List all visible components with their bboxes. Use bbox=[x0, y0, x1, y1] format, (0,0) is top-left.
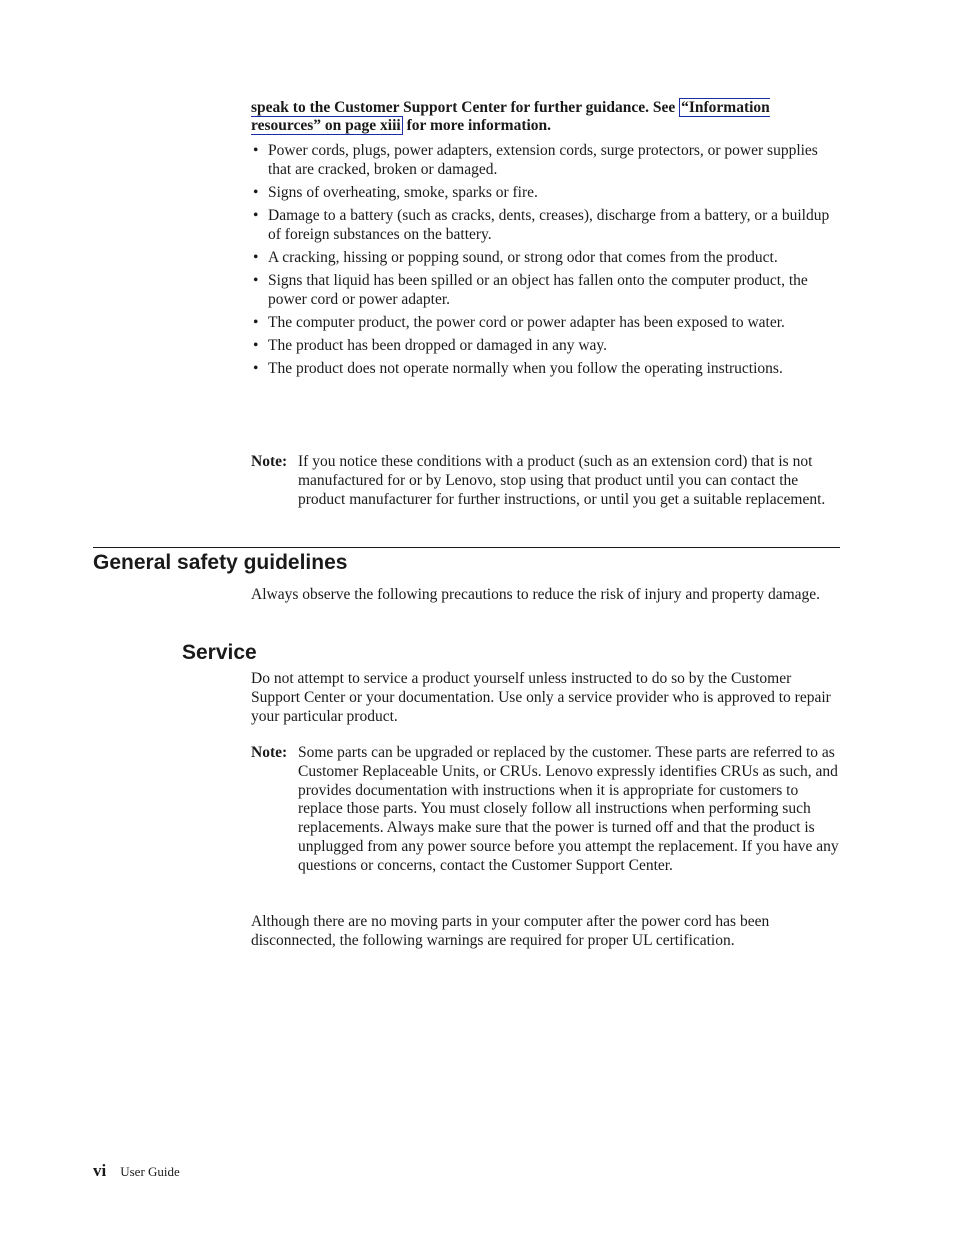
service-paragraph: Do not attempt to service a product yourself unless instructed to do so by the Customer Support Center or your documentation. Use only a service provider who is approved to repair your particular product. bbox=[251, 670, 831, 725]
document-title: User Guide bbox=[120, 1164, 180, 1179]
list-item bbox=[251, 313, 841, 332]
list-item-text: Power cords, plugs, power adapters, extension cords, surge protectors, or power supplies that are cracked, broken or damaged. bbox=[268, 142, 818, 178]
list-item bbox=[251, 336, 841, 355]
note-label: Note: bbox=[251, 744, 288, 761]
note-text: If you notice these conditions with a product (such as an extension cord) that is not manufactured for or by Lenovo, stop using that product until you can contact the product manufacturer for further instructions, or until you get a suitable replacement. bbox=[298, 453, 826, 508]
note-service bbox=[251, 744, 841, 876]
list-item-text: The computer product, the power cord or power adapter has been exposed to water. bbox=[268, 314, 785, 331]
bullet-marker: • bbox=[253, 207, 259, 224]
list-item bbox=[251, 359, 841, 378]
list-item bbox=[251, 271, 841, 309]
bullet-marker: • bbox=[253, 184, 259, 201]
page-number: vi bbox=[93, 1161, 107, 1180]
bullet-marker: • bbox=[253, 249, 259, 266]
list-item bbox=[251, 183, 841, 202]
bullet-marker: • bbox=[253, 337, 259, 354]
intro-paragraph bbox=[251, 99, 841, 135]
warning-conditions-list bbox=[251, 141, 841, 382]
bullet-marker: • bbox=[253, 142, 259, 159]
list-item-text: Signs that liquid has been spilled or an object has fallen onto the computer product, the power cord or power adapter. bbox=[268, 272, 808, 308]
intro-text-before: speak to the Customer Support Center for further guidance. See bbox=[251, 99, 680, 116]
list-item-text: Signs of overheating, smoke, sparks or fire. bbox=[268, 184, 538, 201]
note-text: Some parts can be upgraded or replaced by the customer. These parts are referred to as Customer Replaceable Units, or CRUs. Lenovo expressly identifies CRUs as such, and provides documentation with instructions when it is appropriate for customers to replace those parts. You must closely follow all instructions when performing such replacements. Always make sure that the power is turned off and that the product is unplugged from any power source before you attempt the replacement. If you have any questions or concerns, contact the Customer Support Center. bbox=[298, 744, 839, 874]
closing-paragraph: Although there are no moving parts in your computer after the power cord has been disconnected, the following warnings are required for proper UL certification. bbox=[251, 913, 770, 949]
note-conditions bbox=[251, 453, 841, 509]
note-label: Note: bbox=[251, 453, 288, 470]
section-heading: General safety guidelines bbox=[93, 551, 348, 574]
list-item bbox=[251, 206, 841, 244]
information-resources-link[interactable]: “Information resources” on page xiii bbox=[251, 99, 770, 134]
section-divider bbox=[93, 547, 840, 548]
bullet-marker: • bbox=[253, 314, 259, 331]
list-item-text: The product has been dropped or damaged in any way. bbox=[268, 337, 608, 354]
section-intro-paragraph: Always observe the following precautions to reduce the risk of injury and property damage. bbox=[251, 586, 821, 603]
page-footer bbox=[93, 1160, 180, 1183]
subsection-heading: Service bbox=[182, 641, 257, 664]
list-item-text: Damage to a battery (such as cracks, dents, creases), discharge from a battery, or a buildup of foreign substances on the battery. bbox=[268, 207, 830, 243]
bullet-marker: • bbox=[253, 360, 259, 377]
intro-text-after: for more information. bbox=[402, 117, 552, 134]
list-item-text: A cracking, hissing or popping sound, or strong odor that comes from the product. bbox=[268, 249, 778, 266]
list-item bbox=[251, 248, 841, 267]
bullet-marker: • bbox=[253, 272, 259, 289]
list-item bbox=[251, 141, 841, 179]
list-item-text: The product does not operate normally when you follow the operating instructions. bbox=[268, 360, 783, 377]
